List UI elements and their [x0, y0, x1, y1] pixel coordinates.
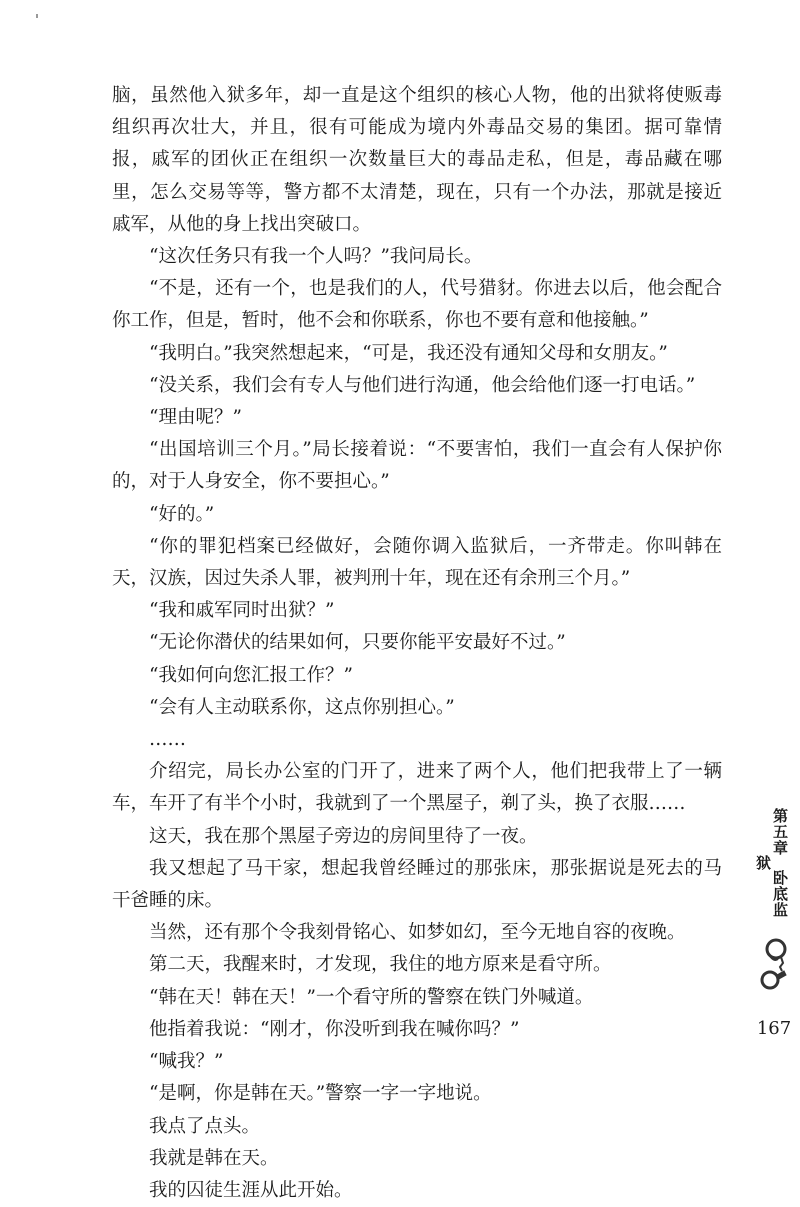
paragraph: “我和戚军同时出狱？” [149, 600, 335, 622]
chapter-title: 卧底监狱 [754, 855, 789, 918]
paragraph: 脑，虽然他入狱多年，却一直是这个组织的核心人物，他的出狱将使贩毒组织再次壮大，并且，很有可能成为境内外毒品交易的集团。据可靠情报，戚军的团伙正在组织一次数量巨大的毒品走私，但是，毒品藏在哪里，怎么交易等等，警方都不太清楚，现在，只有一个办法，那就是接近戚军，从他的身上找出突破口。 [112, 85, 722, 235]
chapter-number: 第五章 [771, 808, 789, 856]
paragraph: “不是，还有一个，也是我们的人，代号猎豺。你进去以后，他会配合你工作，但是，暂时，他不会和你联系，你也不要有意和他接触。” [112, 278, 722, 332]
paragraph: 介绍完，局长办公室的门开了，进来了两个人，他们把我带上了一辆车，车开了有半个小时，我就到了一个黑屋子，剃了头，换了衣服…… [112, 761, 722, 815]
paragraph: “会有人主动联系你，这点你别担心。” [149, 696, 455, 718]
paragraph: “你的罪犯档案已经做好，会随你调入监狱后，一齐带走。你叫韩在天，汉族，因过失杀人罪，被判刑十年，现在还有余刑三个月。” [112, 535, 722, 590]
paragraph: 第二天，我醒来时，才发现，我住的地方原来是看守所。 [149, 954, 612, 976]
paragraph: “我如何向您汇报工作？” [149, 664, 353, 686]
paragraph: “出国培训三个月。”局长接着说：“不要害怕，我们一直会有人保护你的，对于人身安全，你不要担心。” [112, 439, 722, 493]
page-body [112, 80, 722, 1207]
paragraph: “我明白。”我突然想起来，“可是，我还没有通知父母和女朋友。” [149, 342, 668, 364]
paragraph: 我的囚徒生涯从此开始。 [149, 1179, 353, 1201]
paragraph: 我就是韩在天。 [149, 1147, 279, 1169]
paragraph: 当然，还有那个令我刻骨铭心、如梦如幻，至今无地自容的夜晚。 [149, 922, 686, 944]
paragraph: “这次任务只有我一个人吗？”我问局长。 [149, 246, 483, 268]
chapter-sidebar [754, 808, 789, 918]
paragraph: “没关系，我们会有专人与他们进行沟通，他会给他们逐一打电话。” [149, 374, 696, 396]
paragraph: “是啊，你是韩在天。”警察一字一字地说。 [149, 1083, 492, 1105]
paragraph: …… [149, 729, 186, 751]
paragraph: 我点了点头。 [149, 1115, 261, 1137]
corner-mark [36, 14, 38, 18]
paragraph: “韩在天！韩在天！”一个看守所的警察在铁门外喊道。 [149, 986, 594, 1008]
paragraph: 这天，我在那个黑屋子旁边的房间里待了一夜。 [149, 825, 538, 847]
paragraph: “喊我？” [149, 1051, 224, 1073]
handcuffs-icon [757, 935, 797, 995]
paragraph: “理由呢？” [149, 407, 242, 429]
paragraph: 我又想起了马干家，想起我曾经睡过的那张床，那张据说是死去的马干爸睡的床。 [112, 857, 722, 912]
page-number: 167 [756, 1018, 792, 1039]
paragraph: “好的。” [149, 503, 215, 525]
paragraph: 他指着我说：“刚才，你没听到我在喊你吗？” [149, 1018, 520, 1040]
paragraph: “无论你潜伏的结果如何，只要你能平安最好不过。” [149, 632, 566, 654]
